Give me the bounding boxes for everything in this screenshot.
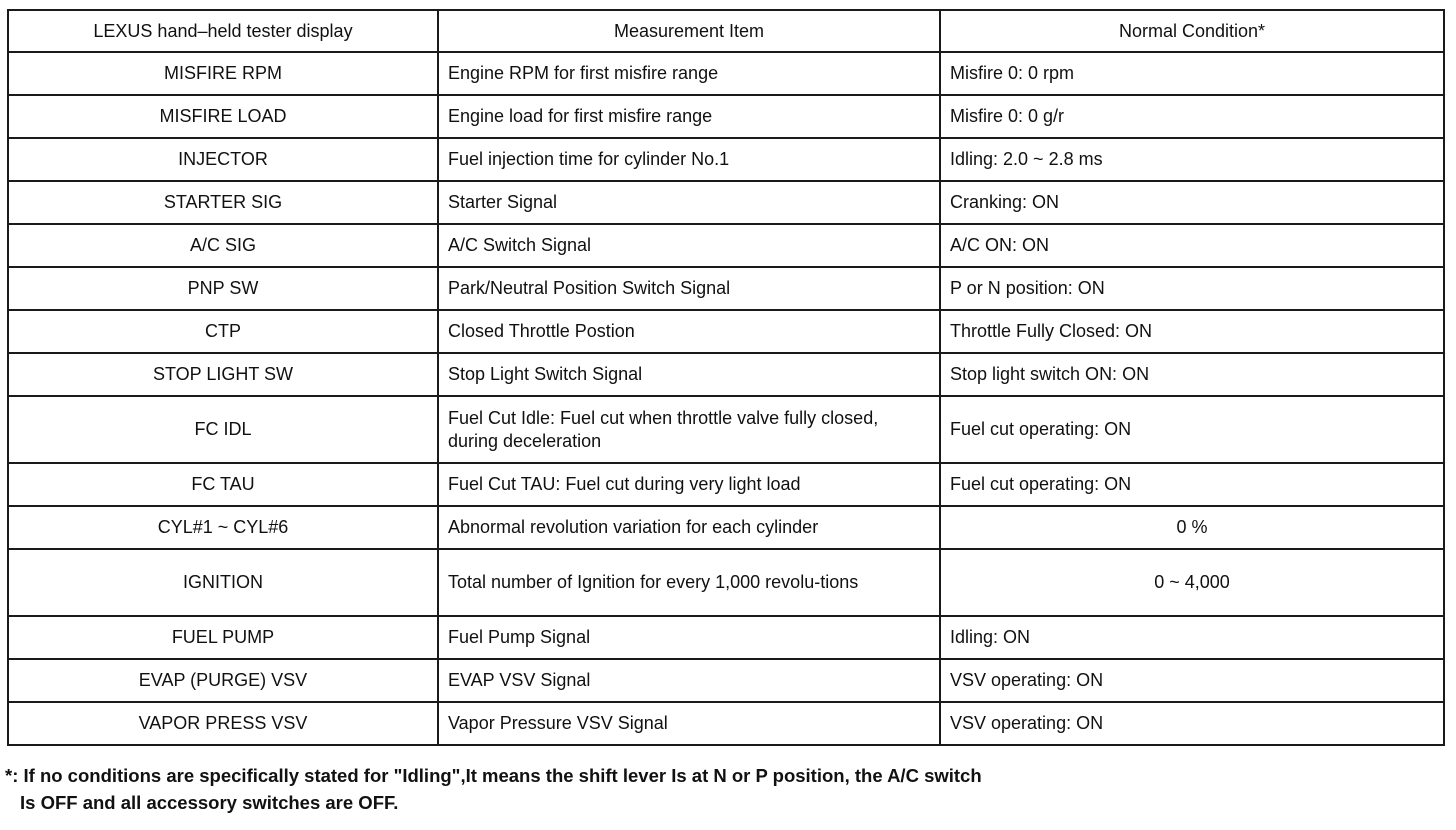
- cell-measurement-item: EVAP VSV Signal: [438, 659, 940, 702]
- cell-tester-display: MISFIRE RPM: [8, 52, 438, 95]
- cell-tester-display: STARTER SIG: [8, 181, 438, 224]
- table-row: [8, 616, 1444, 659]
- footnote: [5, 762, 1405, 816]
- table-row: [8, 353, 1444, 396]
- cell-measurement-item: Vapor Pressure VSV Signal: [438, 702, 940, 745]
- cell-tester-display: CTP: [8, 310, 438, 353]
- cell-measurement-item: Stop Light Switch Signal: [438, 353, 940, 396]
- cell-normal-condition: Fuel cut operating: ON: [940, 463, 1444, 506]
- data-list-table: [7, 9, 1445, 746]
- cell-measurement-item: Fuel Cut TAU: Fuel cut during very light load: [438, 463, 940, 506]
- cell-normal-condition: Stop light switch ON: ON: [940, 353, 1444, 396]
- table-row: [8, 267, 1444, 310]
- data-list-table-container: [7, 9, 1443, 746]
- table-row: [8, 702, 1444, 745]
- cell-normal-condition: Cranking: ON: [940, 181, 1444, 224]
- footnote-line-1: *: If no conditions are specifically stated for "Idling",It means the shift lever Is at N or P position, the A/C switch: [5, 765, 982, 786]
- table-row: [8, 224, 1444, 267]
- cell-tester-display: INJECTOR: [8, 138, 438, 181]
- cell-measurement-item: Abnormal revolution variation for each cylinder: [438, 506, 940, 549]
- table-row: [8, 95, 1444, 138]
- cell-normal-condition: Throttle Fully Closed: ON: [940, 310, 1444, 353]
- cell-tester-display: PNP SW: [8, 267, 438, 310]
- header-measurement-item: Measurement Item: [438, 10, 940, 52]
- cell-tester-display: VAPOR PRESS VSV: [8, 702, 438, 745]
- cell-measurement-item: Engine load for first misfire range: [438, 95, 940, 138]
- cell-measurement-item: Fuel injection time for cylinder No.1: [438, 138, 940, 181]
- cell-tester-display: FUEL PUMP: [8, 616, 438, 659]
- table-row: [8, 181, 1444, 224]
- cell-tester-display: STOP LIGHT SW: [8, 353, 438, 396]
- footnote-line-2: Is OFF and all accessory switches are OFF.: [20, 792, 399, 813]
- cell-tester-display: A/C SIG: [8, 224, 438, 267]
- cell-tester-display: MISFIRE LOAD: [8, 95, 438, 138]
- cell-normal-condition: VSV operating: ON: [940, 702, 1444, 745]
- cell-normal-condition: Idling: ON: [940, 616, 1444, 659]
- cell-tester-display: FC IDL: [8, 396, 438, 463]
- cell-normal-condition: VSV operating: ON: [940, 659, 1444, 702]
- cell-tester-display: CYL#1 ~ CYL#6: [8, 506, 438, 549]
- cell-tester-display: FC TAU: [8, 463, 438, 506]
- cell-measurement-item: A/C Switch Signal: [438, 224, 940, 267]
- cell-measurement-item: Starter Signal: [438, 181, 940, 224]
- cell-normal-condition: A/C ON: ON: [940, 224, 1444, 267]
- header-normal-condition: Normal Condition*: [940, 10, 1444, 52]
- cell-normal-condition: Misfire 0: 0 rpm: [940, 52, 1444, 95]
- table-header-row: [8, 10, 1444, 52]
- cell-tester-display: EVAP (PURGE) VSV: [8, 659, 438, 702]
- cell-normal-condition: Idling: 2.0 ~ 2.8 ms: [940, 138, 1444, 181]
- cell-measurement-item: Park/Neutral Position Switch Signal: [438, 267, 940, 310]
- table-row: [8, 549, 1444, 616]
- cell-measurement-item: Engine RPM for first misfire range: [438, 52, 940, 95]
- cell-measurement-item: Fuel Cut Idle: Fuel cut when throttle valve fully closed, during deceleration: [438, 396, 940, 463]
- cell-measurement-item: Total number of Ignition for every 1,000 revolu-tions: [438, 549, 940, 616]
- table-row: [8, 506, 1444, 549]
- cell-normal-condition: P or N position: ON: [940, 267, 1444, 310]
- table-row: [8, 52, 1444, 95]
- cell-measurement-item: Fuel Pump Signal: [438, 616, 940, 659]
- cell-normal-condition: Fuel cut operating: ON: [940, 396, 1444, 463]
- cell-normal-condition: 0 ~ 4,000: [940, 549, 1444, 616]
- table-row: [8, 138, 1444, 181]
- cell-measurement-item: Closed Throttle Postion: [438, 310, 940, 353]
- cell-normal-condition: Misfire 0: 0 g/r: [940, 95, 1444, 138]
- table-row: [8, 659, 1444, 702]
- table-row: [8, 463, 1444, 506]
- header-tester-display: LEXUS hand–held tester display: [8, 10, 438, 52]
- cell-normal-condition: 0 %: [940, 506, 1444, 549]
- cell-tester-display: IGNITION: [8, 549, 438, 616]
- table-row: [8, 396, 1444, 463]
- table-row: [8, 310, 1444, 353]
